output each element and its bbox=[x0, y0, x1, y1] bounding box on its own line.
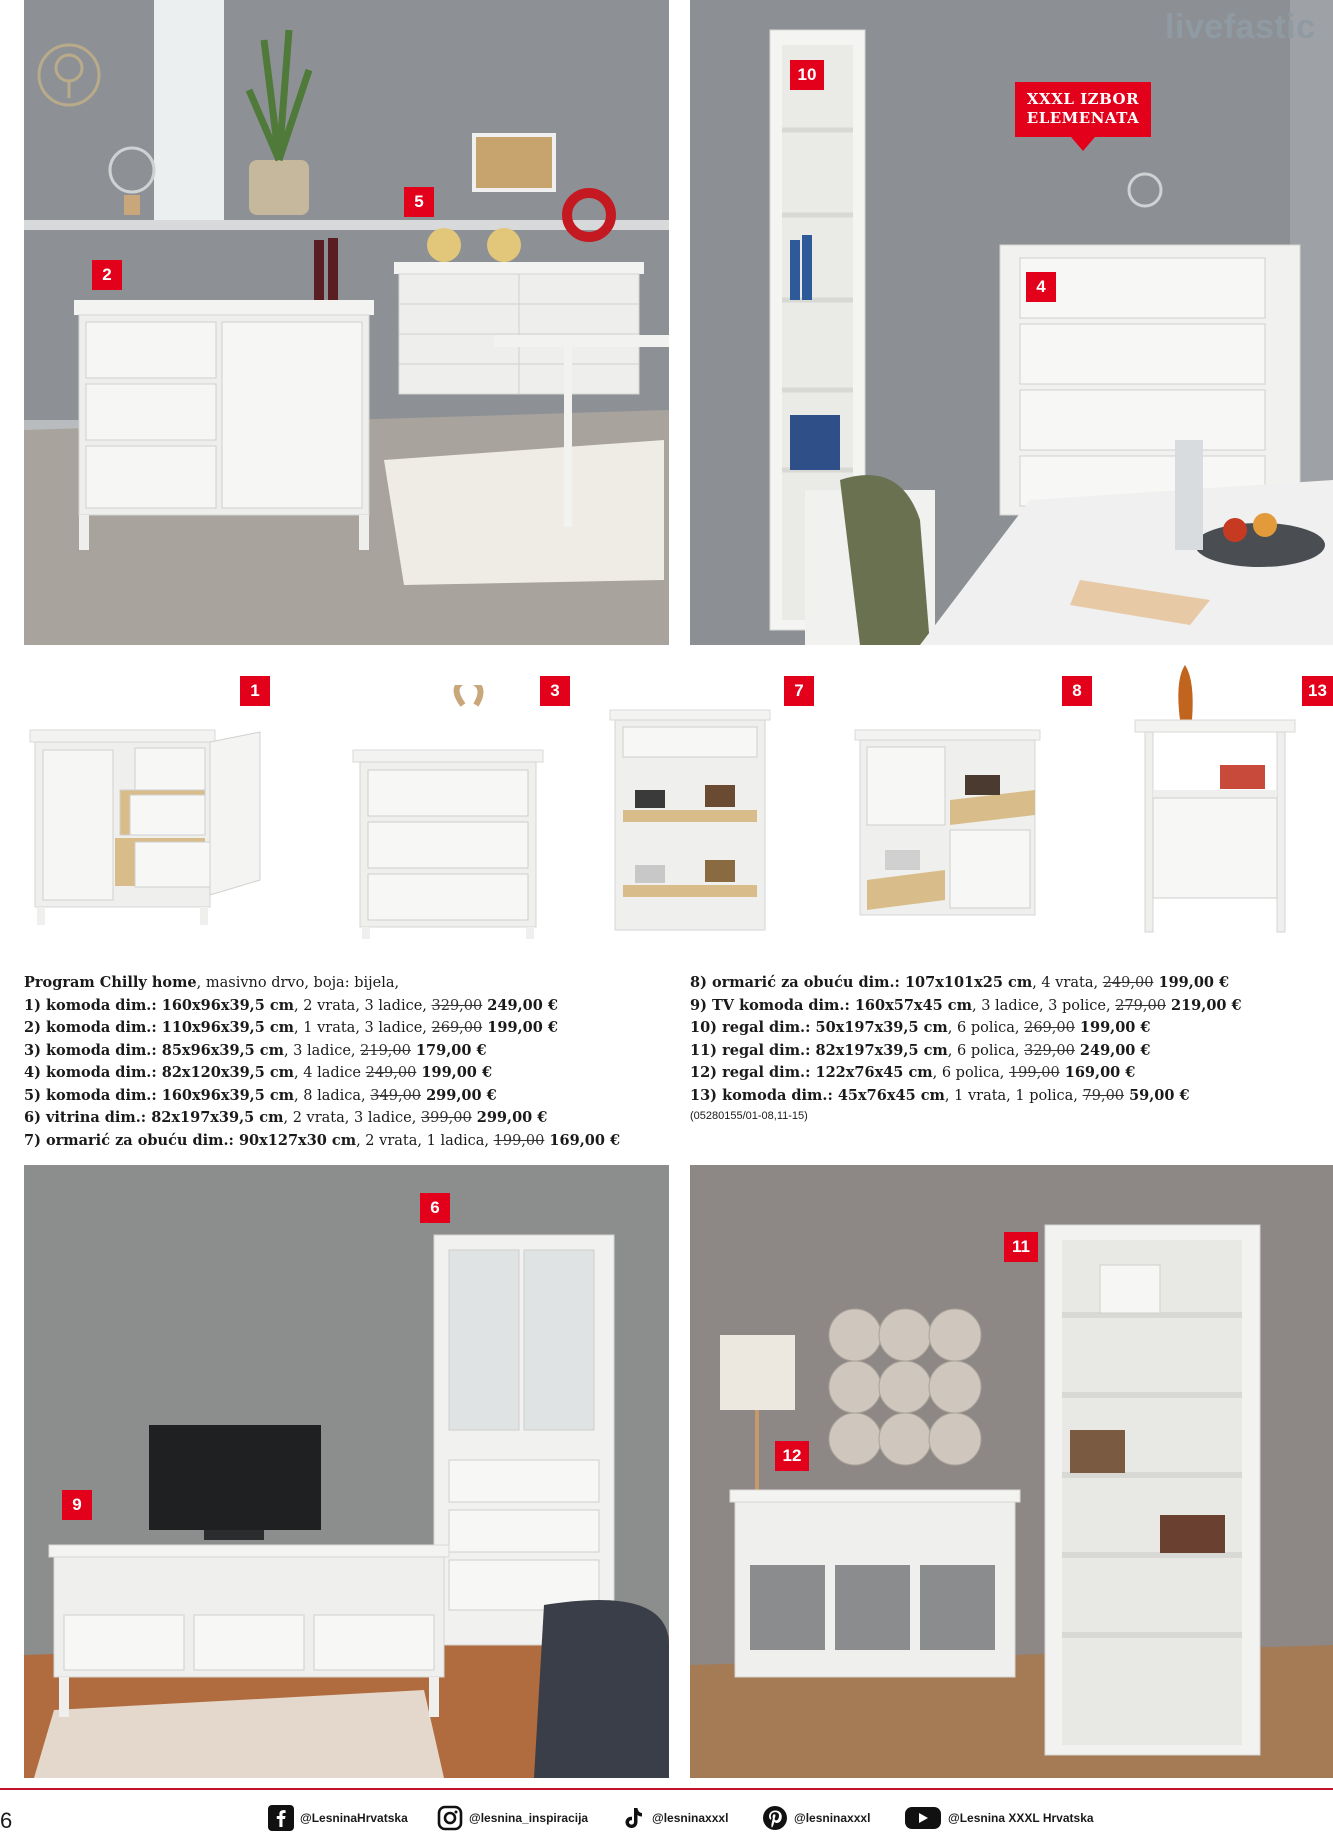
product-features: , 2 vrata, 3 ladice, bbox=[283, 1110, 421, 1126]
product-features: , 3 ladice, 3 police, bbox=[971, 997, 1116, 1014]
product-dresser-3 bbox=[348, 685, 548, 940]
new-price: 179,00 € bbox=[410, 1041, 487, 1059]
badge-2: 2 bbox=[92, 260, 122, 290]
product-dimensions: 8) ormarić za obuću dim.: 107x101x25 cm bbox=[690, 974, 1033, 991]
product-dimensions: 1) komoda dim.: 160x96x39,5 cm bbox=[24, 996, 295, 1014]
product-features: , 6 polica, bbox=[947, 1042, 1025, 1059]
social-tiktok[interactable] bbox=[620, 1805, 728, 1831]
product-shoe-cabinet-8 bbox=[845, 720, 1045, 930]
product-strip bbox=[20, 660, 1333, 950]
new-price: 59,00 € bbox=[1124, 1086, 1190, 1104]
product-features: , 3 ladice, bbox=[283, 1042, 361, 1059]
new-price: 169,00 € bbox=[1059, 1064, 1136, 1081]
youtube-icon bbox=[904, 1805, 942, 1831]
room-photo-sideboards bbox=[24, 0, 669, 645]
old-price: 269,00 bbox=[431, 1020, 483, 1036]
product-line bbox=[24, 1085, 620, 1108]
product-features: , 8 ladica, bbox=[294, 1087, 371, 1104]
badge-7: 7 bbox=[784, 676, 814, 706]
social-label: @lesninaxxxl bbox=[652, 1811, 729, 1825]
social-label: @Lesnina XXXL Hrvatska bbox=[948, 1811, 1094, 1825]
new-price: 169,00 € bbox=[544, 1131, 621, 1149]
product-line bbox=[690, 1040, 1242, 1063]
product-nightstand-13 bbox=[1120, 660, 1310, 940]
product-dimensions: 9) TV komoda dim.: 160x57x45 cm bbox=[690, 996, 972, 1014]
old-price: 249,00 bbox=[365, 1065, 417, 1081]
old-price: 79,00 bbox=[1082, 1087, 1125, 1104]
badge-6: 6 bbox=[420, 1193, 450, 1223]
description-left bbox=[24, 972, 620, 1152]
social-youtube[interactable] bbox=[904, 1805, 1094, 1831]
product-line bbox=[690, 1062, 1242, 1085]
new-price: 199,00 € bbox=[1074, 1019, 1151, 1036]
callout-line-1: XXXL IZBOR bbox=[1026, 90, 1140, 108]
old-price: 269,00 bbox=[1024, 1020, 1075, 1036]
pinterest-icon bbox=[762, 1805, 788, 1831]
badge-12: 12 bbox=[775, 1441, 809, 1471]
article-code: (05280155/01-08,11-15) bbox=[690, 1110, 808, 1122]
badge-1: 1 bbox=[240, 676, 270, 706]
old-price: 399,00 bbox=[420, 1110, 472, 1126]
product-line bbox=[24, 1017, 620, 1040]
product-features: , 4 ladice bbox=[294, 1065, 366, 1081]
new-price: 299,00 € bbox=[471, 1109, 548, 1126]
footer-divider bbox=[0, 1788, 1333, 1790]
product-dimensions: 12) regal dim.: 122x76x45 cm bbox=[690, 1064, 933, 1081]
instagram-icon bbox=[437, 1805, 463, 1831]
room-photo-tv-unit bbox=[24, 1165, 669, 1778]
product-dimensions: 13) komoda dim.: 45x76x45 cm bbox=[690, 1086, 945, 1104]
description-right bbox=[690, 972, 1242, 1125]
product-features: , 4 vrata, bbox=[1032, 975, 1103, 991]
badge-13: 13 bbox=[1302, 676, 1333, 706]
product-features: , 2 vrata, 1 ladica, bbox=[356, 1132, 494, 1149]
social-facebook[interactable] bbox=[268, 1805, 408, 1831]
social-pinterest[interactable] bbox=[762, 1805, 870, 1831]
product-dimensions: 7) ormarić za obuću dim.: 90x127x30 cm bbox=[24, 1131, 357, 1149]
old-price: 279,00 bbox=[1115, 997, 1166, 1014]
badge-9: 9 bbox=[62, 1490, 92, 1520]
program-intro: Program Chilly home, masivno drvo, boja: bijela, bbox=[24, 974, 400, 991]
product-features: , 1 vrata, 3 ladice, bbox=[294, 1020, 432, 1036]
old-price: 199,00 bbox=[1008, 1065, 1060, 1081]
product-line bbox=[690, 1085, 1242, 1108]
new-price: 199,00 € bbox=[482, 1019, 558, 1036]
page-number: 6 bbox=[0, 1808, 13, 1833]
product-features: , 1 vrata, 1 polica, bbox=[944, 1087, 1083, 1104]
product-dimensions: 2) komoda dim.: 110x96x39,5 cm bbox=[24, 1019, 295, 1036]
badge-11: 11 bbox=[1004, 1232, 1038, 1262]
old-price: 249,00 bbox=[1102, 975, 1154, 991]
product-line bbox=[24, 1040, 620, 1063]
product-features: , 2 vrata, 3 ladice, bbox=[294, 997, 432, 1014]
room-illustration bbox=[24, 0, 669, 645]
product-list-left bbox=[24, 995, 620, 1153]
badge-4: 4 bbox=[1026, 272, 1056, 302]
social-label: @LesninaHrvatska bbox=[300, 1811, 408, 1825]
badge-5: 5 bbox=[404, 187, 434, 217]
product-dimensions: 10) regal dim.: 50x197x39,5 cm bbox=[690, 1019, 948, 1036]
product-line bbox=[690, 1017, 1242, 1040]
product-line bbox=[690, 972, 1242, 995]
social-label: @lesnina_inspiracija bbox=[469, 1811, 589, 1825]
product-line bbox=[690, 995, 1242, 1018]
product-dimensions: 11) regal dim.: 82x197x39,5 cm bbox=[690, 1041, 948, 1059]
facebook-icon bbox=[268, 1805, 294, 1831]
product-dimensions: 5) komoda dim.: 160x96x39,5 cm bbox=[24, 1086, 295, 1104]
product-features: , 6 polica, bbox=[947, 1020, 1025, 1036]
product-line bbox=[24, 1062, 620, 1085]
product-dimensions: 4) komoda dim.: 82x120x39,5 cm bbox=[24, 1064, 295, 1081]
old-price: 219,00 bbox=[360, 1042, 411, 1059]
badge-8: 8 bbox=[1062, 676, 1092, 706]
badge-10: 10 bbox=[790, 60, 824, 90]
product-list-right bbox=[690, 972, 1242, 1107]
product-sideboard-1 bbox=[25, 720, 325, 930]
product-features: , 6 polica, bbox=[932, 1065, 1009, 1081]
new-price: 249,00 € bbox=[1074, 1041, 1151, 1059]
old-price: 329,00 bbox=[431, 997, 483, 1014]
room-illustration bbox=[690, 0, 1333, 645]
badge-3: 3 bbox=[540, 676, 570, 706]
new-price: 249,00 € bbox=[482, 996, 558, 1014]
new-price: 199,00 € bbox=[1153, 974, 1230, 991]
social-instagram[interactable] bbox=[437, 1805, 588, 1831]
room-illustration bbox=[24, 1165, 669, 1778]
old-price: 349,00 bbox=[370, 1087, 422, 1104]
product-shoe-cabinet-7 bbox=[605, 700, 775, 940]
product-line bbox=[24, 1107, 620, 1130]
product-dimensions: 3) komoda dim.: 85x96x39,5 cm bbox=[24, 1041, 284, 1059]
old-price: 329,00 bbox=[1024, 1042, 1075, 1059]
product-dimensions: 6) vitrina dim.: 82x197x39,5 cm bbox=[24, 1109, 284, 1126]
brand-logo: livefastic bbox=[1165, 8, 1316, 46]
tiktok-icon bbox=[620, 1805, 646, 1831]
social-label: @lesninaxxxl bbox=[794, 1811, 871, 1825]
callout-xxxl-choice bbox=[1015, 82, 1151, 137]
new-price: 199,00 € bbox=[416, 1064, 493, 1081]
new-price: 299,00 € bbox=[421, 1086, 497, 1104]
callout-line-2: ELEMENATA bbox=[1026, 109, 1140, 127]
new-price: 219,00 € bbox=[1165, 996, 1242, 1014]
old-price: 199,00 bbox=[493, 1132, 545, 1149]
product-line bbox=[24, 995, 620, 1018]
product-line bbox=[24, 1130, 620, 1153]
room-photo-shelving bbox=[690, 0, 1333, 645]
